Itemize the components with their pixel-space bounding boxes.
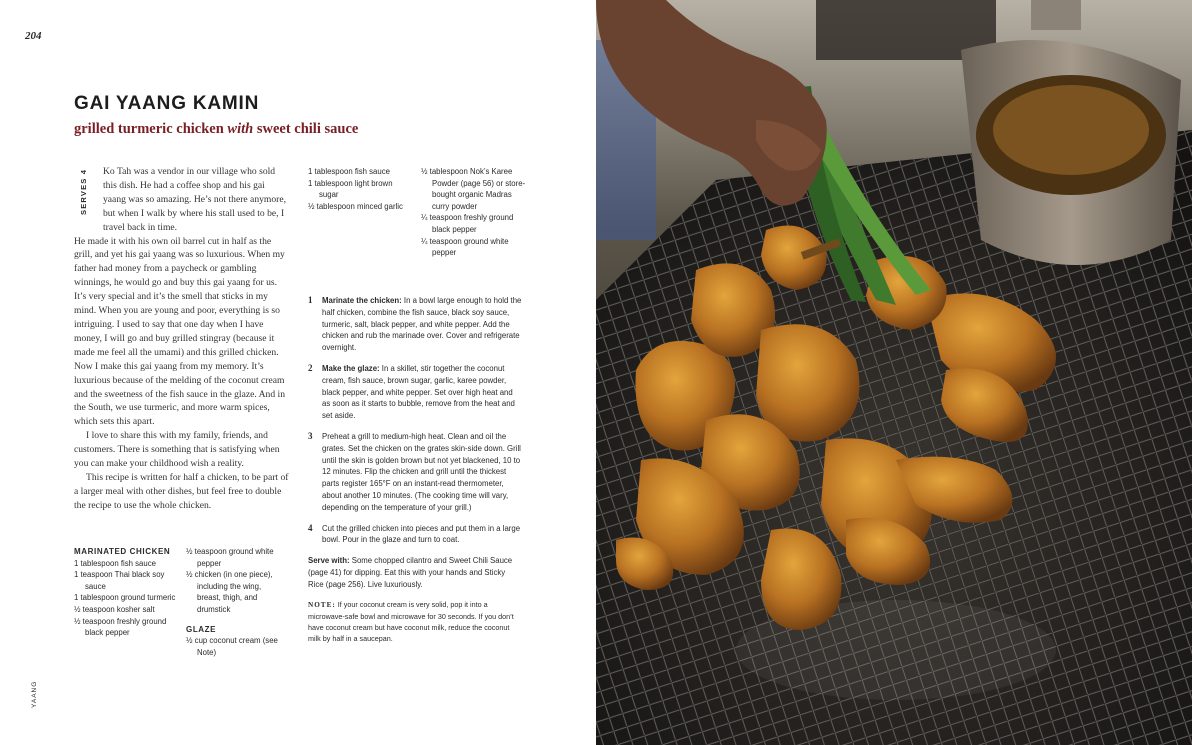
ingredient-item: ½ teaspoon ground white pepper — [186, 547, 274, 568]
ingredient-item: ½ chicken (in one piece), including the wing, breast, thigh, and drumstick — [186, 570, 273, 614]
ingredients-top-col2 — [421, 166, 527, 259]
step — [308, 523, 522, 547]
step — [308, 295, 522, 354]
photo-illustration — [596, 0, 1192, 745]
subtitle-with: with — [227, 121, 254, 137]
headnote — [74, 165, 290, 513]
serve-lead: Serve with: — [308, 556, 350, 566]
ingredient-item: ¼ teaspoon ground white pepper — [421, 236, 509, 258]
page-number: 204 — [25, 30, 42, 42]
step-text: Cut the grilled chicken into pieces and put them in a large bowl. Pour in the glaze and turn to coat. — [322, 523, 521, 545]
serve-text: Some chopped cilantro and Sweet Chili Sauce (page 41) for dipping. Eat this with your hands and Sticky Rice (page 256). Live luxuriously. — [308, 556, 513, 589]
step-number: 1 — [308, 295, 313, 305]
headnote-p1: He made it with his own oil barrel cut in half as the grill, and yet his gai yaang was so luxurious. When my father had money from a paycheck or gambling winnings, he would go and buy this gai yaang for us. It’s very special and it’s the smell that sticks in my mind. When you are young and poor, everything is so intriguing. I used to say that one day when I have money, I will go and buy grilled stingray (because it made me feel all the umami) and this grilled chicken. Now I make this gai yaang from my memory. It’s luxurious because of the melding of the coconut cream and the sweetness of the fish sauce in the glaze. And in the South, we use turmeric, and more warm spices, which sets this apart. — [74, 235, 286, 428]
subtitle-part-b: sweet chili sauce — [253, 121, 359, 137]
ingredient-item: ½ tablespoon Nok’s Karee Powder (page 56) or store-bought organic Madras curry powder — [421, 167, 526, 211]
grilled-chicken-photo — [596, 0, 1192, 745]
ingredient-item: 1 teaspoon Thai black soy sauce — [74, 570, 165, 591]
marinated-heading: MARINATED CHICKEN — [74, 547, 171, 556]
subtitle-part-a: grilled turmeric chicken — [74, 121, 228, 137]
step — [308, 363, 522, 422]
step-number: 3 — [308, 430, 313, 441]
ingredient-item: 1 tablespoon fish sauce — [74, 558, 156, 568]
headnote-p3: This recipe is written for half a chicken, to be part of a larger meal with other dishes, but feel free to double the recipe to use the whole chicken. — [74, 471, 289, 511]
ingredient-item: ½ teaspoon kosher salt — [74, 604, 155, 614]
ingredients-top-col1 — [308, 166, 408, 212]
marinated-chicken-col1 — [74, 546, 178, 639]
ingredient-item: 1 tablespoon ground turmeric — [74, 593, 176, 603]
step-number: 4 — [308, 522, 313, 533]
step-lead: Marinate the chicken: — [322, 296, 402, 305]
serves-label: SERVES 4 — [79, 168, 88, 215]
ingredient-item: 1 tablespoon fish sauce — [308, 167, 390, 176]
step — [308, 431, 522, 514]
note-text: If your coconut cream is very solid, pop it into a microwave-safe bowl and microwave for 30 seconds. If you don’t have coconut cream but have coconut milk, reduce the coconut milk by half in a saucepan. — [308, 599, 514, 644]
note-lead: NOTE: — [308, 600, 336, 609]
step-text: In a skillet, stir together the coconut cream, fish sauce, brown sugar, garlic, karee powder, black pepper, and white pepper. Set over high heat and as soon as it starts to bubble, remove from the heat and set aside. — [322, 363, 515, 421]
recipe-title: GAI YAANG KAMIN — [74, 93, 260, 114]
serve-with — [308, 555, 522, 590]
marinated-chicken-col2 — [186, 546, 282, 658]
step-text: Preheat a grill to medium-high heat. Clean and oil the grates. Set the chicken on the grates skin-side down. Grill until the skin is golden brown but not yet blackened, 10 to 12 minutes. Flip the chicken and grill until the thickest parts register 165°F on an instant-read thermometer, about another 10 minutes. (The cooking time will vary, depending on the temperature of your grill.) — [322, 431, 521, 512]
ingredient-item: 1 tablespoon light brown sugar — [308, 178, 393, 200]
ingredient-item: ¼ teaspoon freshly ground black pepper — [421, 213, 514, 234]
step-lead: Make the glaze: — [322, 363, 380, 373]
method-steps — [308, 295, 522, 644]
recipe-subtitle — [74, 121, 358, 138]
headnote-p2: I love to share this with my family, friends, and customers. There is something that is satisfying when you can make your childhood wish a reality. — [74, 430, 280, 470]
ingredient-item: ½ teaspoon freshly ground black pepper — [74, 616, 167, 638]
glaze-heading: GLAZE — [186, 624, 217, 634]
recipe-note — [308, 599, 522, 645]
running-head: YAANG — [31, 680, 38, 708]
step-number: 2 — [308, 362, 313, 373]
ingredient-item: ½ cup coconut cream (see Note) — [186, 636, 278, 657]
step-text: In a bowl large enough to hold the half chicken, combine the fish sauce, black soy sauce, turmeric, salt, black pepper, and white pepper. Add the chicken and rub the marinade over. Cover and refrigerate overnight. — [322, 296, 522, 353]
headnote-lead: Ko Tah was a vendor in our village who sold this dish. He had a coffee shop and his gai yaang was so amazing. He’s not there anymore, but when I walk by where his stall used to be, I travel back in time. — [103, 166, 287, 233]
ingredient-item: ½ tablespoon minced garlic — [308, 201, 403, 211]
